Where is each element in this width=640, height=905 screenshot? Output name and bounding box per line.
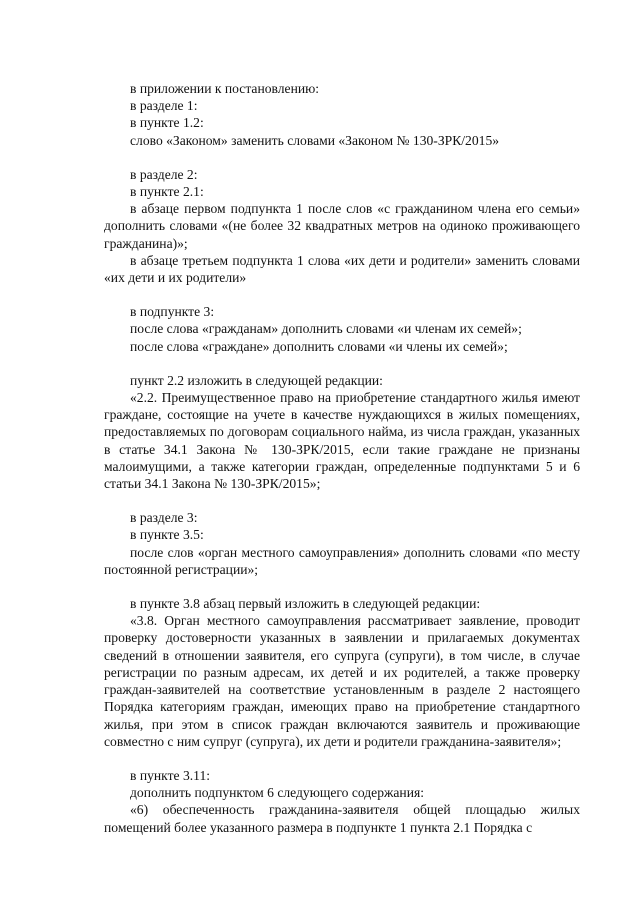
paragraph-third-abzac: в абзаце третьем подпункта 1 слова «их дети и родители» заменить словами «их дети и их родители»	[104, 252, 580, 286]
paragraph-subitem-6-text: «6) обеспеченность гражданина-заявителя общей площадью жилых помещений более указанного размера в подпункте 1 пункта 2.1 Порядка с	[104, 802, 580, 835]
paragraph-item-2-2-text: «2.2. Преимущественное право на приобретение стандартного жилья имеют граждане, состоящие на учете в качестве нуждающихся в жилых помещениях, предоставляемых по договорам социального найма, из числа граждан, указанных в статье 34.1 Закона № 130-ЗРК/2015, если такие граждане не признаны малоимущими, а также категории граждан, определенные подпунктами 5 и 6 статьи 34.1 Закона № 130-ЗРК/2015»;	[104, 390, 580, 492]
paragraph-gap	[104, 286, 580, 303]
paragraph-after-grazhdane: после слова «граждане» дополнить словами «и члены их семей»;	[130, 338, 508, 354]
paragraph-gap	[104, 578, 580, 595]
paragraph-gap	[104, 492, 580, 509]
paragraph-subitem-3: в подпункте 3:	[130, 304, 215, 320]
paragraph-gap	[104, 750, 580, 767]
paragraph-registration: после слов «орган местного самоуправления» дополнить словами «по месту постоянной регистрации»;	[104, 544, 580, 577]
paragraph-section-2: в разделе 2:	[130, 166, 198, 182]
paragraph-item-2-2-heading: пункт 2.2 изложить в следующей редакции:	[130, 372, 383, 388]
paragraph-item-2-1: в пункте 2.1:	[130, 184, 204, 200]
paragraph-item-3-8-text: «3.8. Орган местного самоуправления рассматривает заявление, проводит проверку достоверности указанных в заявлении и прилагаемых документах сведений в отношении заявителя, его супруга (супруги), в том числе, в случае регистрации по разным адресам, их детей и их родителей, а также проверку граждан-заявителей на соответствие установленным в разделе 2 настоящего Порядка категориям граждан, имеющих право на приобретение стандартного жилья, при этом в список граждан включаются заявитель и проживающие совместно с ним супруг (супруга), их дети и родители гражданина-заявителя»;	[104, 613, 580, 749]
paragraph-item-3-5: в пункте 3.5:	[130, 527, 204, 543]
paragraph-section-1: в разделе 1:	[130, 98, 198, 114]
paragraph-gap	[104, 355, 580, 372]
paragraph-appendix: в приложении к постановлению:	[130, 81, 320, 96]
paragraph-section-3: в разделе 3:	[130, 510, 198, 526]
paragraph-item-3-11: в пункте 3.11:	[130, 767, 211, 783]
document-body	[104, 80, 580, 836]
paragraph-item-1-2: в пункте 1.2:	[130, 115, 204, 131]
paragraph-gap	[104, 149, 580, 166]
paragraph-item-3-8-heading: в пункте 3.8 абзац первый изложить в следующей редакции:	[130, 596, 481, 612]
paragraph-first-abzac: в абзаце первом подпункта 1 после слов «с гражданином члена его семьи» дополнить словами «(не более 32 квадратных метров на одиноко проживающего гражданина)»;	[104, 201, 580, 251]
paragraph-add-subitem-6: дополнить подпунктом 6 следующего содержания:	[130, 785, 425, 801]
paragraph-replace-law: слово «Законом» заменить словами «Законом № 130-ЗРК/2015»	[130, 132, 500, 148]
paragraph-after-grazhdanam: после слова «гражданам» дополнить словами «и членам их семей»;	[130, 321, 522, 337]
